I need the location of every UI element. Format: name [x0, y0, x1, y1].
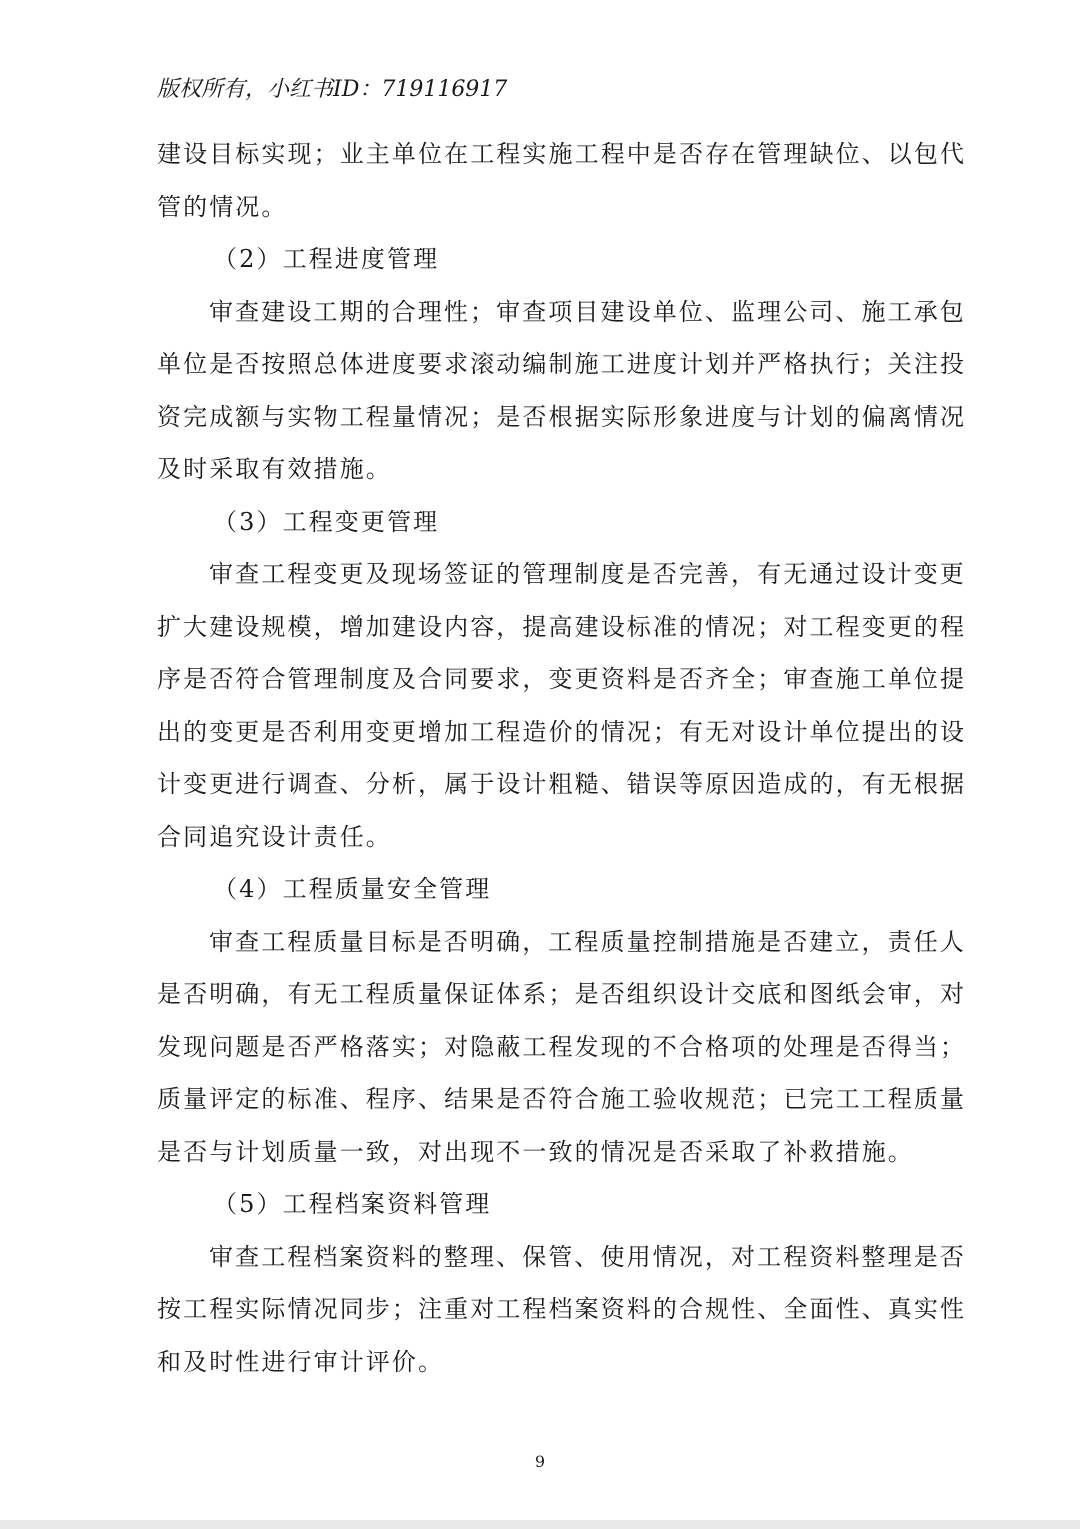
text-line: 及时采取有效措施。	[157, 455, 392, 483]
paragraph-progress	[157, 286, 967, 496]
text-line: 单位是否按照总体进度要求滚动编制施工进度计划并严格执行；关注投	[157, 350, 967, 378]
paragraph-archives	[157, 1231, 967, 1389]
text-line: 管的情况。	[157, 192, 288, 221]
text-line: 发现问题是否严格落实；对隐蔽工程发现的不合格项的处理是否得当；	[157, 1032, 967, 1061]
text-line: 质量评定的标准、程序、结果是否符合施工验收规范；已完工工程质量	[157, 1085, 967, 1113]
copyright-watermark: 版权所有，小红书ID：719116917	[157, 77, 508, 102]
text-line: 审查工程变更及现场签证的管理制度是否完善，有无通过设计变更	[209, 560, 966, 588]
section-heading-archives: （5）工程档案资料管理	[213, 1190, 492, 1218]
section-heading-progress: （2）工程进度管理	[213, 245, 440, 273]
page-number: 9	[534, 1452, 546, 1471]
text-line: 扩大建设规模，增加建设内容，提高建设标准的情况；对工程变更的程	[157, 612, 967, 641]
text-line: 资完成额与实物工程量情况；是否根据实际形象进度与计划的偏离情况	[157, 402, 967, 431]
text-line: 审查工程质量目标是否明确，工程质量控制措施是否建立，责任人	[209, 927, 966, 956]
text-line: 是否与计划质量一致，对出现不一致的情况是否采取了补救措施。	[157, 1137, 914, 1166]
section-heading-change: （3）工程变更管理	[213, 507, 440, 536]
text-line: 建设目标实现；业主单位在工程实施工程中是否存在管理缺位、以包代	[157, 140, 967, 168]
text-line: 计变更进行调查、分析，属于设计粗糙、错误等原因造成的，有无根据	[157, 770, 967, 798]
paragraph-continuation	[157, 128, 967, 233]
paragraph-change	[157, 548, 967, 863]
text-line: 按工程实际情况同步；注重对工程档案资料的合规性、全面性、真实性	[157, 1295, 967, 1323]
text-line: 合同追究设计责任。	[157, 822, 392, 851]
section-heading-quality: （4）工程质量安全管理	[213, 875, 492, 903]
text-line: 是否明确，有无工程质量保证体系；是否组织设计交底和图纸会审，对	[157, 980, 967, 1008]
text-line: 审查工程档案资料的整理、保管、使用情况，对工程资料整理是否	[209, 1242, 966, 1271]
document-body	[157, 128, 967, 1388]
text-line: 出的变更是否利用变更增加工程造价的情况；有无对设计单位提出的设	[157, 717, 967, 746]
paragraph-quality	[157, 916, 967, 1179]
text-line: 和及时性进行审计评价。	[157, 1347, 445, 1376]
text-line: 序是否符合管理制度及合同要求，变更资料是否齐全；审查施工单位提	[157, 665, 967, 693]
text-line: 审查建设工期的合理性；审查项目建设单位、监理公司、施工承包	[209, 297, 966, 326]
